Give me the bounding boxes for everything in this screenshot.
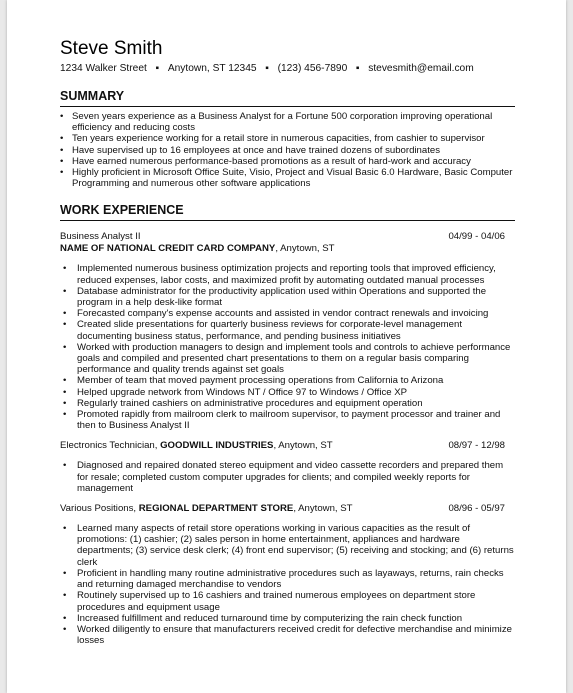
separator: ▪ <box>155 63 160 74</box>
list-item <box>60 133 515 144</box>
bullet-icon: • <box>60 111 64 122</box>
list-item-text: Routinely supervised up to 16 cashiers and trained numerous employees on department store procedures and equipment usage <box>77 590 476 613</box>
candidate-name: Steve Smith <box>60 38 163 59</box>
job-header <box>60 503 515 515</box>
jobs-list <box>60 231 515 646</box>
list-item <box>60 375 515 386</box>
list-item <box>60 167 515 189</box>
list-item-text: Have supervised up to 16 employees at once and have trained dozens of subordinates <box>72 144 441 156</box>
list-item-text: Database administrator for the productivity application used within Operations and supported the program in a help desk-like format <box>77 285 487 309</box>
bullet-icon: • <box>63 612 67 624</box>
list-item <box>60 398 515 409</box>
list-item <box>60 523 515 568</box>
contact-line <box>60 62 515 75</box>
company-name: REGIONAL DEPARTMENT STORE <box>138 503 294 515</box>
company-name: GOODWILL INDUSTRIES <box>160 440 274 452</box>
bullet-icon: • <box>63 319 67 331</box>
list-item-text: Highly proficient in Microsoft Office Suite, Visio, Project and Visual Basic 6.0 Hardware, Basic Computer Programming and numerous other software applications <box>72 167 513 190</box>
list-item <box>60 263 515 285</box>
bullet-icon: • <box>63 567 67 579</box>
list-item-text: Proficient in handling many routine administrative procedures such as layaways, returns, rain checks and returning damaged merchandise to vendors <box>77 567 504 591</box>
list-item <box>60 308 515 319</box>
list-item-text: Diagnosed and repaired donated stereo equipment and video cassette recorders and prepared them for resale; completed custom computer upgrades for clients; and compiled weekly reports for management <box>77 460 504 494</box>
list-item <box>60 590 515 612</box>
job-header <box>60 440 515 452</box>
employer-line <box>60 243 515 255</box>
job-location: , Anytown, ST <box>275 243 335 255</box>
job-dates: 08/97 - 12/98 <box>448 440 505 452</box>
bullet-icon: • <box>63 460 67 472</box>
list-item-text: Promoted rapidly from mailroom clerk to mailroom supervisor, to payment processor and trainer and then to Business Analyst II <box>77 409 501 432</box>
list-item-text: Ten years experience working for a retail store in numerous capacities, from cashier to supervisor <box>72 133 485 145</box>
job-duties-list <box>60 523 515 646</box>
bullet-icon: • <box>63 523 67 535</box>
list-item <box>60 568 515 590</box>
bullet-icon: • <box>60 144 64 156</box>
job-duties-list <box>60 263 515 431</box>
separator: ▪ <box>355 63 360 74</box>
list-item-text: Have earned numerous performance-based promotions as a result of hard-work and accuracy <box>72 155 471 167</box>
job-role: Various Positions, <box>60 503 139 515</box>
list-item-text: Increased fulfillment and reduced turnaround time by computerizing the rain check function <box>77 612 463 624</box>
work-experience-heading: WORK EXPERIENCE <box>60 203 515 221</box>
list-item <box>60 156 515 167</box>
list-item <box>60 319 515 341</box>
list-item-text: Created slide presentations for quarterly business reviews for corporate-level management documenting business status, performance, and pending business initiatives <box>77 319 463 342</box>
resume-page <box>7 0 566 693</box>
list-item <box>60 409 515 431</box>
summary-heading: SUMMARY <box>60 89 515 107</box>
list-item-text: Worked with production managers to design and implement tools and controls to achieve performance goals and compiled and presented chart presentations to them on a regular basis comparing performance and quality trends against set goals <box>77 341 511 376</box>
list-item-text: Seven years experience as a Business Analyst for a Fortune 500 corporation improving operational efficiency and reducing costs <box>72 111 493 134</box>
resume-content <box>60 38 515 646</box>
list-item-text: Regularly trained cashiers on administrative procedures and equipment operation <box>77 397 423 409</box>
list-item <box>60 613 515 624</box>
job-duties-list <box>60 460 515 494</box>
job-dates: 08/96 - 05/97 <box>448 503 505 515</box>
separator: ▪ <box>265 63 269 74</box>
bullet-icon: • <box>63 386 67 398</box>
job-dates: 04/99 - 04/06 <box>448 231 505 243</box>
job-location: , Anytown, ST <box>273 440 333 452</box>
list-item <box>60 624 515 646</box>
bullet-icon: • <box>63 341 67 353</box>
list-item-text: Learned many aspects of retail store operations working in various capacities as the result of promotions: (1) cashier; (2) sales person in home entertainment, appliances and hardware departments; (3) service desk clerk; (4) front end supervisor; (5) receiving and stocking; and (6) returns clerk <box>77 523 514 568</box>
bullet-icon: • <box>63 623 67 635</box>
job-entry <box>60 231 515 431</box>
list-item-text: Helped upgrade network from Windows NT / Office 97 to Windows / Office XP <box>77 386 408 398</box>
job-entry <box>60 503 515 646</box>
bullet-icon: • <box>60 155 64 167</box>
summary-list <box>60 111 515 189</box>
bullet-icon: • <box>63 308 67 320</box>
bullet-icon: • <box>63 285 67 297</box>
list-item-text: Implemented numerous business optimization projects and reporting tools that improved efficiency, reduced expenses, labor costs, and maximized profit by automating outdated manual processes <box>77 263 496 286</box>
job-entry <box>60 440 515 494</box>
job-location: , Anytown, ST <box>293 503 353 515</box>
job-role: Business Analyst II <box>60 231 141 243</box>
list-item <box>60 387 515 398</box>
list-item <box>60 111 515 133</box>
bullet-icon: • <box>60 167 64 179</box>
list-item <box>60 342 515 376</box>
city-state-zip: Anytown, ST 12345 <box>167 63 257 74</box>
bullet-icon: • <box>63 397 67 409</box>
list-item-text: Worked diligently to ensure that manufacturers received credit for defective merchandise and minimize losses <box>77 623 512 647</box>
job-header <box>60 231 515 255</box>
list-item-text: Member of team that moved payment processing operations from California to Arizona <box>77 375 444 387</box>
street-address: 1234 Walker Street <box>60 63 147 74</box>
list-item <box>60 286 515 308</box>
list-item <box>60 145 515 156</box>
phone-number: (123) 456-7890 <box>277 63 348 74</box>
bullet-icon: • <box>63 263 67 275</box>
list-item <box>60 460 515 494</box>
bullet-icon: • <box>63 409 67 421</box>
bullet-icon: • <box>63 375 67 387</box>
company-name: NAME OF NATIONAL CREDIT CARD COMPANY <box>60 243 276 255</box>
email-address: stevesmith@email.com <box>368 63 474 74</box>
bullet-icon: • <box>60 133 64 145</box>
bullet-icon: • <box>63 590 67 602</box>
job-role: Electronics Technician, <box>60 440 161 452</box>
list-item-text: Forecasted company's expense accounts and assisted in vendor contract renewals and invoicing <box>77 308 489 320</box>
